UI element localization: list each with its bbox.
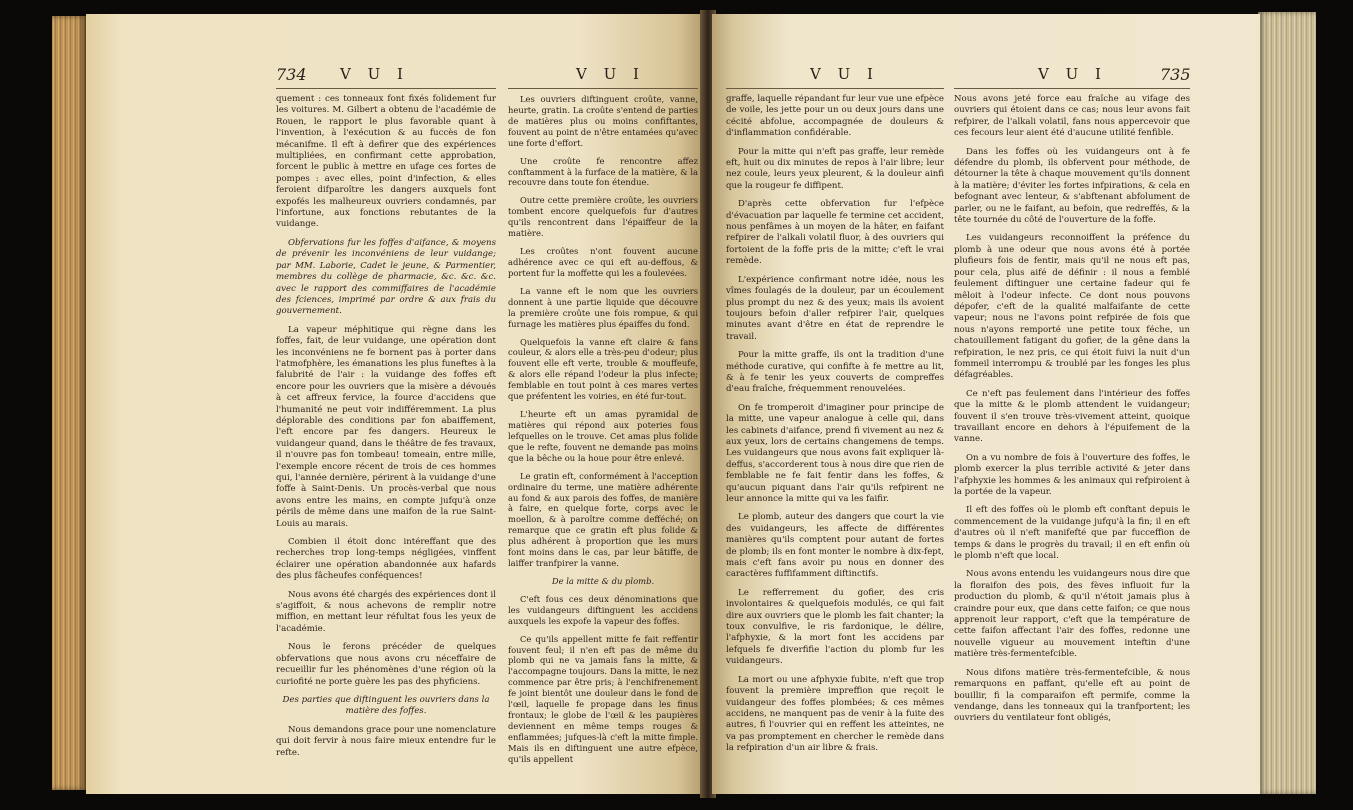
paragraph: Nous avons été chargés des expériences dont il s'agiffoit, & nous achevons de remplir notre miffion, en mettant leur réfultat fous les yeux de l'académie.: [276, 589, 496, 634]
paragraph: Nous avons jeté force eau fraîche au vifage des ouvriers qui étoient dans ce cas; nous leur avons fait refpirer, de l'alkali volatil, fans nous appercevoir que ces fecours leur aient été d'aucune utilité fenfible.: [954, 94, 1190, 139]
paragraph: On fe tromperoit d'imaginer pour principe de la mitte, une vapeur analogue à celle qui, dans les cabinets d'aifance, prend fi vivement au nez & aux yeux, lors de certains changemens de temps. Les vuidangeurs que nous avons fait expliquer là-deffus, s'accorderent tous à nous dire que rien de femblable ne fe fait fentir dans les foffes, & qu'aucun piquant dans l'air qu'ils refpirent ne leur annonce la mitte qui va les faifir.: [726, 402, 944, 504]
paragraph: Pour la mitte graffe, ils ont la tradition d'une méthode curative, qui confifte à fe mettre au lit, & à fe tenir les yeux couverts de compreffes d'eau fraîche, fréquemment renouvelées.: [726, 350, 944, 395]
left-page-column-2: [508, 94, 698, 772]
paragraph: Ce qu'ils appellent mitte fe fait reffentir fouvent feul; il n'en eft pas de même du plomb qui ne va jamais fans la mitte, & l'accompagne toujours. Dans la mitte, le nez commence par être pris; à l'enchifrenement fe joint bientôt une douleur dans le fond de l'œil, laquelle fe propage dans les finus frontaux; le globe de l'œil & les paupières deviennent en même temps rouges & enflammées; jufques-là c'eft la mitte fimple. Mais ils en diftinguent une autre efpèce, qu'ils appellent: [508, 633, 698, 764]
right-page-column-1: [726, 94, 944, 762]
paragraph: Les croûtes n'ont fouvent aucune adhérence avec ce qui eft au-deffous, & portent fur la moffette qui les a foulevées.: [508, 246, 698, 278]
paragraph: Le refferrement du gofier, des cris involontaires & quelquefois modulés, ce qui fait dire aux ouvriers que le plomb les fait chanter; la toux convulfive, le ris fardonique, le délire, l'afphyxie, & la mort font les accidens par lefquels fe diverfifie l'action du plomb fur les vuidangeurs.: [726, 587, 944, 667]
paragraph: Une croûte fe rencontre affez conftamment à la furface de la matière, & la recouvre dans toute fon étendue.: [508, 155, 698, 188]
left-head-rule-2: [508, 88, 698, 89]
right-page-edges: [1258, 12, 1316, 794]
paragraph: Pour la mitte qui n'eft pas graffe, leur remède eft, huit ou dix minutes de repos à l'air libre; leur nez coule, leurs yeux pleurent, & la douleur ainfi que la rougeur fe diffipent.: [726, 146, 944, 191]
left-head-rule-1: [276, 88, 496, 89]
left-page-column-1: [276, 94, 496, 766]
paragraph: La vapeur méphitique qui règne dans les foffes, fait, de leur vuidange, une opération dont les inconvéniens ne fe bornent pas à porter dans l'atmofphère, les émanations les plus funeftes à la falubrité de l'air : la vuidange des foffes eft encore pour les ouvriers que la misère a dévoués à cet affreux fervice, la fource d'accidens que l'humanité ne peut voir indifféremment. La plus déplorable des conditions par fon abaiffement, l'eft encore par fes dangers. Heureux le vuidangeur quand, dans le théâtre de fes travaux, il n'ouvre pas fon tombeau! tomeain, entre mille, l'exemple encore récent de trois de ces hommes qui, l'année dernière, périrent à la vuidange d'une foffe à Saint-Denis. Un procès-verbal que nous avons entre les mains, en compte jufqu'à onze périls de même dans une maifon de la rue Saint-Louis au marais.: [276, 324, 496, 529]
left-page-edges: [52, 16, 86, 790]
paragraph: C'eft fous ces deux dénominations que les vuidangeurs diftinguent les accidens auxquels les expofe la vapeur des foffes.: [508, 593, 698, 626]
right-head-rule-2: [954, 88, 1190, 89]
paragraph: Nous demandons grace pour une nomenclature qui doit fervir à nous faire mieux entendre fur le refte.: [276, 724, 496, 758]
paragraph: Les ouvriers diftinguent croûte, vanne, heurte, gratin. La croûte s'entend de parties de matières plus ou moins confiftantes, fouvent au point de n'être entamées qu'avec une forte d'effort.: [508, 94, 698, 148]
paragraph: Quelquefois la vanne eft claire & fans couleur, & alors elle a très-peu d'odeur; plus fouvent elle eft verte, trouble & mouffeufe, & alors elle répand l'odeur la plus infecte; femblable en tout point à ces mares vertes que préfentent les voiries, en été fur-tout.: [508, 336, 698, 402]
section-heading: De la mitte & du plomb.: [551, 575, 655, 586]
left-running-head-2: V U I: [576, 65, 645, 83]
paragraph: graffe, laquelle répandant fur leur vue une efpèce de voile, les jette pour un ou deux jours dans une cécité abfolue, accompagnée de douleurs & d'inflammation confidérable.: [726, 94, 945, 139]
left-page-number: 734: [276, 65, 307, 84]
section-heading: Des parties que diftinguent les ouvriers dans la matière des foffes.: [282, 694, 490, 717]
paragraph: Nous avons entendu les vuidangeurs nous dire que la floraifon des pois, des fèves influoit fur la production du plomb, & qu'il n'étoit jamais plus à craindre pour eux, que dans cette faifon; ce que nous apprenoit leur rapport, c'eft que la température de cette faifon affectant l'air des foffes, redonne une nouvelle vigueur au mouvement inteftin d'une matière très-fermentefcible.: [954, 569, 1190, 660]
paragraph: D'après cette obfervation fur l'efpèce d'évacuation par laquelle fe termine cet accident, nous penfâmes à un moyen de la hâter, en faifant refpirer de l'alkali volatil fluor, à des ouvriers qui fortoient de la foffe pris de la mitte; c'eft le vrai remède.: [726, 199, 944, 267]
right-page-column-2: [954, 94, 1190, 732]
paragraph: La mort ou une afphyxie fubite, n'eft que trop fouvent la première impreffion que reçoit le vuidangeur des foffes plombées; & ces mêmes accidens, ne manquent pas de venir à la fuite des autres, fi l'ouvrier qui en reffent les atteintes, ne va pas promptement en chercher le remède dans la refpiration d'un air libre & frais.: [726, 674, 944, 754]
right-running-head-1: V U I: [810, 65, 879, 83]
left-running-head-1: V U I: [340, 65, 409, 83]
right-page: [712, 14, 1260, 794]
paragraph: Le plomb, auteur des dangers que court la vie des vuidangeurs, les affecte de différentes manières qu'ils comptent pour autant de fortes de plomb; ils en font monter le nombre à dix-fept, mais c'eft fans avoir pu nous en donner des caractères fuffifamment diftinctifs.: [726, 512, 944, 580]
paragraph: Nous difons matière très-fermentefcible, & nous remarquons en paffant, qu'elle eft au point de bouillir, fi la comparaifon eft permife, comme la vendange, dans les tonneaux qui la tranfportent; les ouvriers du ventilateur font obligés,: [954, 667, 1190, 724]
paragraph: Il eft des foffes où le plomb eft conftant depuis le commencement de la vuidange jufqu'à la fin; il en eft d'autres où il n'eft manifefté que par fucceffion de temps & dans le progrès du travail; il en eft enfin où le plomb n'eft que local.: [954, 505, 1190, 562]
paragraph: Le gratin eft, conformément à l'acception ordinaire du terme, une matière adhérente au fond & aux parois des foffes, de manière à faire, en quelque forte, corps avec le moellon, & à paroître comme defféché; on remarque que ce gratin eft plus folide & plus adhérent à proportion que les murs font moins dans le cas, par leur bâtiffe, de laiffer tranfpirer la vanne.: [508, 470, 698, 569]
section-heading: Obfervations fur les foffes d'aifance, & moyens de prévenir les inconvéniens de leur vuidange; par MM. Laborie, Cadet le jeune, & Parmentier, membres du collège de pharmacie, &c. &c. &c. avec le rapport des commiffaires de l'académie des fciences, imprimé par ordre & aux frais du gouvernement.: [276, 237, 496, 317]
right-head-rule-1: [726, 88, 944, 89]
paragraph: On a vu nombre de fois à l'ouverture des foffes, le plomb exercer la plus terrible activité & jeter dans l'afphyxie les hommes & les animaux qui refpiroient à la portée de la vapeur.: [954, 452, 1190, 497]
paragraph: Outre cette première croûte, les ouvriers tombent encore quelquefois fur d'autres qu'ils rencontrent dans l'épaiffeur de la matière.: [508, 195, 698, 239]
right-running-head-2: V U I: [1038, 65, 1107, 83]
left-page: [86, 14, 702, 794]
paragraph: Ce n'eft pas feulement dans l'intérieur des foffes que la mitte & le plomb attendent le vuidangeur; fouvent il s'en trouve très-vivement atteint, quoique travaillant encore en dehors à l'épuifement de la vanne.: [954, 388, 1190, 445]
paragraph: Les vuidangeurs reconnoiffent la préfence du plomb à une odeur que nous avons été à portée plufieurs fois de fentir, mais qu'il ne nous eft pas, pour cela, plus aifé de définir : il nous a femblé feulement diftinguer une certaine fadeur qui fe mêloit à l'odeur infecte. Ce dont nous pouvons dépofer, c'eft de la qualité malfaifante de cette vapeur; nous ne l'avons point refpirée de fois que nous n'ayons remporté une petite toux féche, un chatouillement fatigant du gofier, de la gêne dans la refpiration, le nez pris, ce qui étoit fuivi la nuit d'un fommeil interrompu & troublé par les fonges les plus défagréables.: [954, 233, 1190, 381]
right-page-number: 735: [1160, 65, 1191, 84]
paragraph: Nous le ferons précéder de quelques obfervations que nous avons cru néceffaire de recueillir fur les phénomènes d'une région où la curiofité ne porte guère les pas des phyficiens.: [276, 642, 496, 687]
paragraph: Dans les foffes où les vuidangeurs ont à fe défendre du plomb, ils obfervent pour méthode, de détourner la tête à chaque mouvement qu'ils donnent à la matière; d'éviter les fortes infpirations, & cela en befognant avec lenteur, & s'abftenant abfolument de parler, ou ne le faifant, au befoin, que redreffés, & la tête tournée du côté de l'ouverture de la foffe.: [954, 146, 1190, 226]
paragraph: La vanne eft le nom que les ouvriers donnent à une partie liquide que découvre la première croûte une fois rompue, & qui furnage les matières plus épaiffes du fond.: [508, 285, 698, 329]
paragraph: Combien il étoit donc intéreffant que des recherches trop long-temps négligées, vinffent éclairer une opération abandonnée aux hafards des plus fâcheufes conféquences!: [276, 537, 496, 582]
paragraph: L'expérience confirmant notre idée, nous les vîmes foulagés de la douleur, par un écoulement plus prompt du nez & des yeux; mais ils avoient toujours befoin d'aller refpirer l'air, quelques minutes avant d'être en état de reprendre le travail.: [726, 274, 944, 342]
paragraph: L'heurte eft un amas pyramidal de matières qui répond aux poteries fous lefquelles on le trouve. Cet amas plus folide que le refte, fouvent ne demande pas moins que la bêche ou la houe pour être enlevé.: [508, 409, 698, 463]
paragraph: quement : ces tonneaux font fixés folidement fur les voitures. M. Gilbert a obtenu de l'académie de Rouen, le rapport le plus favorable quant à l'invention, à l'exécution & au fuccès de fon mécanifme. Il eft à defirer que des expériences multipliées, en confirmant cette approbation, forcent le public à mettre en ufage ces fortes de pompes : avec elles, point d'infection, & elles feroient difparoître les dangers auxquels font expofés les malheureux ouvriers condamnés, par l'infortune, aux fonctions rebutantes de la vuidange.: [276, 94, 496, 230]
